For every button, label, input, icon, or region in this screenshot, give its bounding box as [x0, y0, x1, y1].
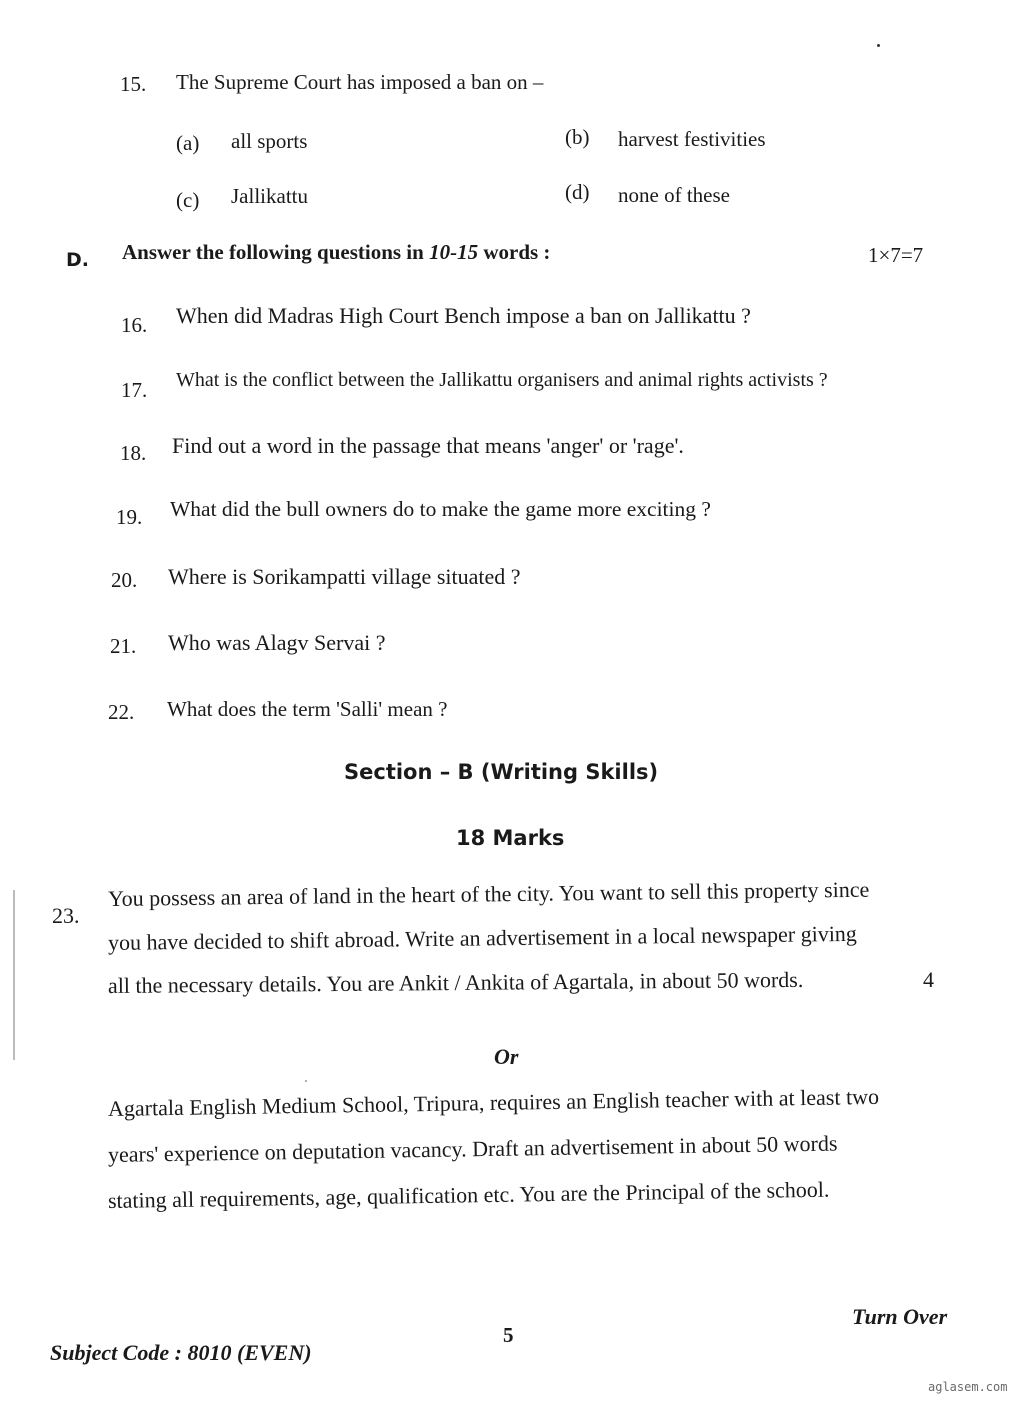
question-19-text: What did the bull owners do to make the game more exciting ?	[170, 497, 711, 521]
question-21-text: Who was Alagv Servai ?	[168, 630, 386, 655]
question-15-text: The Supreme Court has imposed a ban on –	[176, 70, 544, 94]
question-16-text: When did Madras High Court Bench impose a ban on Jallikattu ?	[176, 303, 751, 328]
question-23-marks: 4	[923, 967, 934, 992]
section-d-letter: D.	[66, 249, 89, 271]
option-d-label: (d)	[565, 180, 590, 204]
option-a-label: (a)	[176, 131, 200, 155]
turn-over-label: Turn Over	[852, 1304, 948, 1329]
section-d-instruction	[122, 240, 550, 265]
question-15-number: 15.	[120, 72, 147, 96]
watermark: aglasem.com	[928, 1380, 1008, 1394]
subject-code: Subject Code : 8010 (EVEN)	[50, 1340, 312, 1365]
option-a-text: all sports	[231, 129, 308, 153]
question-20-number: 20.	[111, 568, 138, 592]
question-22-number: 22.	[108, 700, 135, 724]
option-d-text: none of these	[618, 183, 730, 207]
option-c-text: Jallikattu	[231, 184, 308, 208]
question-23-alt-line-1: Agartala English Medium School, Tripura, requires an English teacher with at least two	[107, 1083, 880, 1121]
question-23-alt-line-2: years' experience on deputation vacancy. Draft an advertisement in about 50 words	[107, 1130, 838, 1167]
question-18-text: Find out a word in the passage that means 'anger' or 'rage'.	[172, 433, 684, 458]
question-16-number: 16.	[121, 313, 148, 337]
section-b-title: Section – B (Writing Skills)	[344, 760, 659, 784]
question-23-line-2: you have decided to shift abroad. Write an advertisement in a local newspaper giving	[107, 920, 857, 955]
page-number: 5	[503, 1323, 514, 1347]
question-18-number: 18.	[120, 441, 147, 465]
question-21-number: 21.	[110, 634, 137, 658]
instruction-range: 10-15	[429, 240, 479, 264]
question-17-text: What is the conflict between the Jallikattu organisers and animal rights activists ?	[176, 369, 828, 391]
instruction-post: words :	[478, 240, 551, 264]
section-b-marks: 18 Marks	[456, 826, 565, 850]
option-c-label: (c)	[176, 188, 200, 212]
question-17-number: 17.	[121, 378, 148, 402]
question-22-text: What does the term 'Salli' mean ?	[167, 697, 448, 721]
question-23-line-1: You possess an area of land in the heart of the city. You want to sell this property since	[107, 876, 870, 911]
margin-scan-mark	[13, 890, 15, 1060]
or-separator: Or	[494, 1044, 519, 1069]
question-19-number: 19.	[116, 505, 143, 529]
instruction-pre: Answer the following questions in	[122, 240, 430, 264]
stray-dot	[305, 1080, 307, 1082]
section-d-marks: 1×7=7	[868, 243, 924, 267]
question-23-line-3: all the necessary details. You are Ankit / Ankita of Agartala, in about 50 words.	[107, 966, 804, 998]
question-23-alt-line-3: stating all requirements, age, qualification etc. You are the Principal of the school.	[107, 1176, 830, 1213]
option-b-label: (b)	[565, 125, 590, 149]
question-23-number: 23.	[52, 903, 80, 928]
option-b-text: harvest festivities	[618, 127, 766, 151]
question-20-text: Where is Sorikampatti village situated ?	[168, 564, 521, 589]
stray-dot	[877, 44, 880, 47]
